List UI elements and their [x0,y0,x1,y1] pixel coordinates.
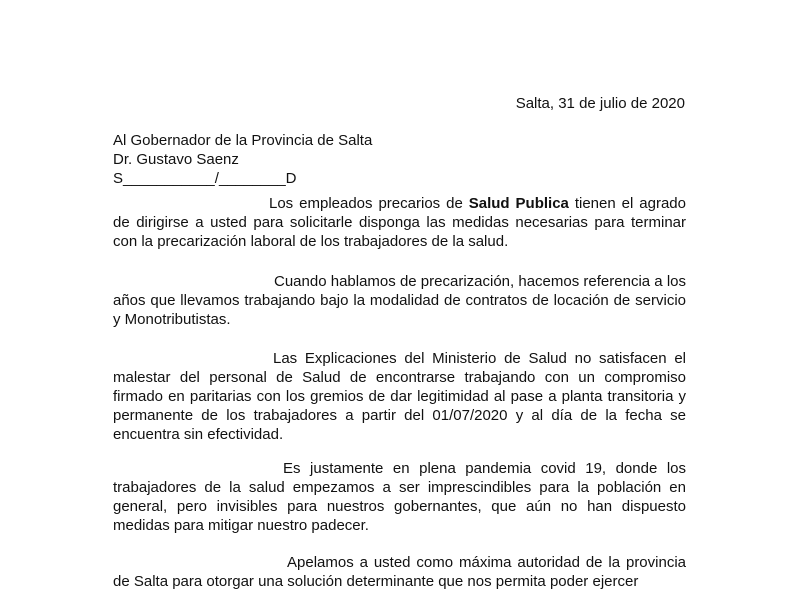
paragraph-2 [113,272,686,329]
paragraph-3 [113,349,686,444]
addressee-title: Al Gobernador de la Provincia de Salta [113,132,373,149]
date-line: Salta, 31 de julio de 2020 [515,95,685,112]
addressee-block [113,131,686,188]
paragraph-1-bold: Salud Publica [468,195,569,212]
paragraph-1 [113,194,686,251]
paragraph-1-lead: Los empleados precarios de [269,195,469,212]
paragraph-4-text: Es justamente en plena pandemia covid 19, donde los trabajadores de la salud empezamos a ser imprescindibles para la población en general, pero invisibles para nuestros gobernantes, que aún no han dispuesto medidas para mitigar nuestro padecer. [113,460,686,534]
addressee-salutation: S___________/________D [113,170,297,187]
paragraph-5-text: Apelamos a usted como máxima autoridad de la provincia de Salta para otorgar una solución determinante que nos permita poder ejercer [113,554,686,590]
paragraph-1-rest: tienen el agrado de dirigirse a usted para solicitarle disponga las medidas necesarias para terminar con la precarización laboral de los trabajadores de la salud. [113,195,686,250]
paragraph-4 [113,459,686,535]
paragraph-5 [113,553,686,591]
paragraph-3-text: Las Explicaciones del Ministerio de Salud no satisfacen el malestar del personal de Salud de encontrarse trabajando con un compromiso firmado en paritarias con los gremios de dar legitimidad al pase a planta transitoria y permanente de los trabajadores a partir del 01/07/2020 y al día de la fecha se encuentra sin efectividad. [113,350,686,443]
paragraph-2-text: Cuando hablamos de precarización, hacemos referencia a los años que llevamos trabajando bajo la modalidad de contratos de locación de servicio y Monotributistas. [113,273,686,328]
addressee-name: Dr. Gustavo Saenz [113,151,239,168]
